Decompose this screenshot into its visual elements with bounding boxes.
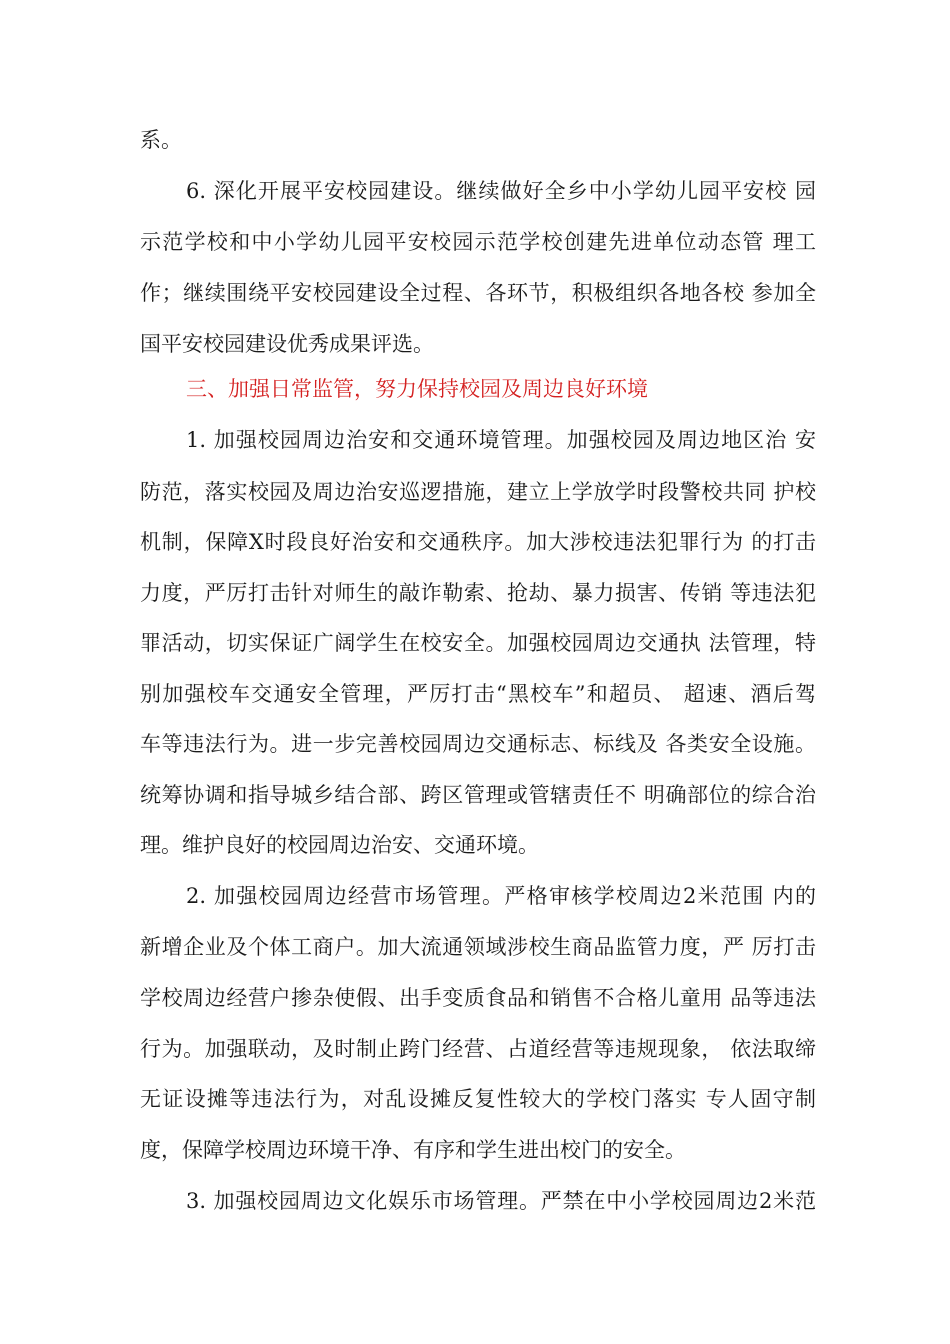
text-line: 作；继续围绕平安校园建设全过程、各环节，积极组织各地各校 参加全: [140, 281, 816, 305]
text-line: 系。: [140, 128, 182, 152]
text-line: 无证设摊等违法行为，对乱设摊反复性较大的学校门落实 专人固守制: [140, 1087, 816, 1111]
paragraph-1-start: 1. 加强校园周边治安和交通环境管理。加强校园及周边地区治 安: [186, 428, 816, 452]
text-line: 新增企业及个体工商户。加大流通领域涉校生商品监管力度，严 厉打击: [140, 935, 816, 959]
text-line: 力度，严厉打击针对师生的敲诈勒索、抢劫、暴力损害、传销 等违法犯: [140, 581, 816, 605]
text-line: 防范，落实校园及周边治安巡逻措施，建立上学放学时段警校共同 护校: [140, 480, 816, 504]
paragraph-6-start: 6. 深化开展平安校园建设。继续做好全乡中小学幼儿园平安校 园: [186, 179, 816, 203]
text-line: 度，保障学校周边环境干净、有序和学生进出校门的安全。: [140, 1138, 686, 1162]
text-line: 示范学校和中小学幼儿园平安校园示范学校创建先进单位动态管 理工: [140, 230, 816, 254]
text-line: 理。维护良好的校园周边治安、交通环境。: [140, 833, 539, 857]
text-line: 别加强校车交通安全管理，严厉打击“黑校车”和超员、 超速、酒后驾: [140, 682, 816, 706]
text-line: 统筹协调和指导城乡结合部、跨区管理或管辖责任不 明确部位的综合治: [140, 783, 816, 807]
text-line: 国平安校园建设优秀成果评选。: [140, 332, 434, 356]
text-line: 机制，保障X时段良好治安和交通秩序。加大涉校违法犯罪行为 的打击: [140, 530, 816, 554]
paragraph-2-start: 2. 加强校园周边经营市场管理。严格审核学校周边2米范围 内的: [186, 884, 816, 908]
text-line: 行为。加强联动，及时制止跨门经营、占道经营等违规现象， 依法取缔: [140, 1037, 816, 1061]
section-heading: 三、加强日常监管，努力保持校园及周边良好环境: [186, 377, 648, 401]
text-line: 罪活动，切实保证广阔学生在校安全。加强校园周边交通执 法管理，特: [140, 631, 816, 655]
text-line: 车等违法行为。进一步完善校园周边交通标志、标线及 各类安全设施。: [140, 732, 816, 756]
paragraph-3-start: 3. 加强校园周边文化娱乐市场管理。严禁在中小学校园周边2米范: [186, 1189, 816, 1213]
text-line: 学校周边经营户掺杂使假、出手变质食品和销售不合格儿童用 品等违法: [140, 986, 816, 1010]
